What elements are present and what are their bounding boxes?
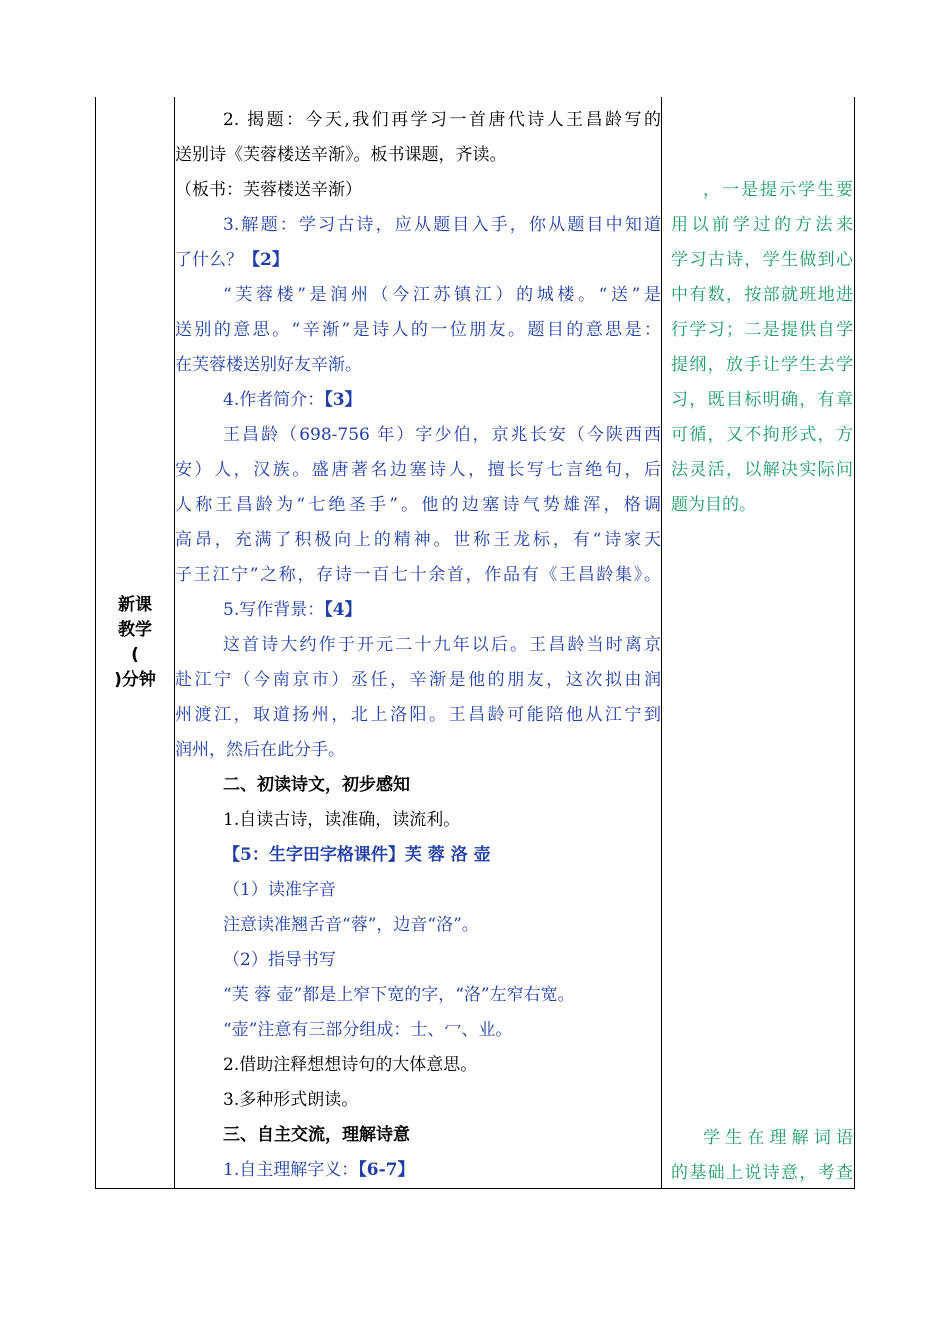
content-text: 人称王昌龄为“七绝圣手”。他的边塞诗气势雄浑，格调 — [175, 495, 661, 515]
courseware-reference: 【3】 — [324, 390, 362, 410]
content-line — [175, 803, 661, 838]
courseware-reference: 【2】 — [243, 250, 289, 270]
content-text: 送别诗《芙蓉楼送辛渐》。板书课题，齐读。 — [175, 145, 507, 165]
content-line — [175, 1013, 661, 1048]
content-text: 4.作者简介： — [223, 390, 325, 410]
content-text: 这首诗大约作于开元二十九年以后。王昌龄当时离京 — [223, 635, 661, 655]
content-line — [175, 768, 661, 803]
content-text: 1.自读古诗，读准确，读流利。 — [223, 810, 461, 830]
design-note-line: 习，既目标明确，有章 — [671, 390, 853, 410]
design-note-line: 行学习；二是提供自学 — [671, 320, 853, 340]
content-line — [175, 908, 661, 943]
content-line — [175, 208, 661, 243]
design-note-line: 学习古诗，学生做到心 — [671, 250, 853, 270]
content-line — [175, 838, 661, 873]
content-text: 州渡江，取道扬州，北上洛阳。王昌龄可能陪他从江宁到 — [175, 705, 661, 725]
design-note-line: 题为目的。 — [671, 495, 756, 515]
design-note-line: 的基础上说诗意，考查 — [671, 1163, 853, 1183]
content-text: “芙蓉楼”是润州（今江苏镇江）的城楼。“送”是 — [223, 285, 661, 305]
content-text: 了什么？ — [175, 250, 243, 270]
content-line — [175, 943, 661, 978]
table-column-divider — [661, 97, 662, 1189]
content-text: （2）指导书写 — [223, 950, 336, 970]
content-line — [175, 103, 661, 138]
content-text: 润州，然后在此分手。 — [175, 740, 345, 760]
content-line — [175, 1083, 661, 1118]
content-line — [175, 1118, 661, 1153]
row-label-text: )分钟 — [114, 670, 156, 690]
content-text: 2. 揭题：今天,我们再学习一首唐代诗人王昌龄写的 — [223, 110, 661, 130]
content-text: 5.写作背景： — [223, 600, 325, 620]
content-text: “芙 蓉 壶”都是上窄下宽的字，“洛”左窄右宽。 — [223, 985, 575, 1005]
content-line — [175, 628, 661, 663]
content-text: 安）人，汉族。盛唐著名边塞诗人，擅长写七言绝句，后 — [175, 460, 661, 480]
content-line — [175, 313, 661, 348]
content-line — [175, 1153, 661, 1188]
content-line — [175, 278, 661, 313]
content-text: 王昌龄（698-756 年）字少伯，京兆长安（今陕西西 — [223, 425, 661, 445]
content-line — [175, 138, 661, 173]
content-text: 【5：生字田字格课件】芙 蓉 洛 壶 — [223, 845, 491, 865]
design-note-line: 可循，又不拘形式，方 — [671, 425, 853, 445]
content-line — [175, 558, 661, 593]
content-text: 三、自主交流，理解诗意 — [223, 1125, 410, 1145]
content-line — [175, 173, 661, 208]
courseware-reference: 【6-7】 — [358, 1160, 415, 1180]
content-line — [175, 383, 661, 418]
content-text: 注意读准翘舌音“蓉”，边音“洛”。 — [223, 915, 479, 935]
design-note-line: 法灵活，以解决实际问 — [671, 460, 853, 480]
content-text: 3.多种形式朗读。 — [223, 1090, 359, 1110]
content-text: 高昂，充满了积极向上的精神。世称王龙标，有“诗家天 — [175, 530, 661, 550]
content-line — [175, 243, 661, 278]
content-text: 送别的意思。“辛渐”是诗人的一位朋友。题目的意思是： — [175, 320, 661, 340]
content-text: 子王江宁”之称，存诗一百七十余首，作品有《王昌龄集》。 — [175, 565, 661, 585]
row-label-text: 教学 — [118, 620, 152, 640]
teaching-content-cell — [175, 103, 661, 1188]
content-text: 在芙蓉楼送别好友辛渐。 — [175, 355, 362, 375]
content-text: “壶”注意有三部分组成：士、冖、业。 — [223, 1020, 513, 1040]
content-text: （1）读准字音 — [223, 880, 336, 900]
content-line — [175, 1048, 661, 1083]
content-text: 1.自主理解字义： — [223, 1160, 359, 1180]
row-label-text: ( — [131, 645, 139, 665]
content-text: 二、初读诗文，初步感知 — [223, 775, 410, 795]
design-note-line: 用以前学过的方法来 — [671, 215, 853, 235]
row-label-cell — [96, 593, 174, 693]
row-label-text: 新课 — [118, 595, 152, 615]
content-line — [175, 523, 661, 558]
content-line — [175, 698, 661, 733]
content-line — [175, 593, 661, 628]
content-line — [175, 978, 661, 1013]
design-note-cell — [663, 1121, 855, 1191]
content-text: 3.解题：学习古诗，应从题目入手，你从题目中知道 — [223, 215, 661, 235]
content-line — [175, 488, 661, 523]
content-text: （板书：芙蓉楼送辛渐） — [175, 180, 362, 200]
design-note-line: ，一是提示学生要 — [703, 180, 853, 200]
content-line — [175, 873, 661, 908]
design-note-line: 中有数，按部就班地进 — [671, 285, 853, 305]
design-note-line: 提纲，放手让学生去学 — [671, 355, 853, 375]
content-line — [175, 733, 661, 768]
content-line — [175, 418, 661, 453]
content-line — [175, 348, 661, 383]
content-text: 2.借助注释想想诗句的大体意思。 — [223, 1055, 478, 1075]
design-note-cell — [663, 173, 855, 523]
content-text: 赴江宁（今南京市）丞任，辛渐是他的朋友，这次拟由润 — [175, 670, 661, 690]
content-line — [175, 453, 661, 488]
content-line — [175, 663, 661, 698]
design-note-line: 学生在理解词语 — [703, 1128, 853, 1148]
courseware-reference: 【4】 — [324, 600, 362, 620]
